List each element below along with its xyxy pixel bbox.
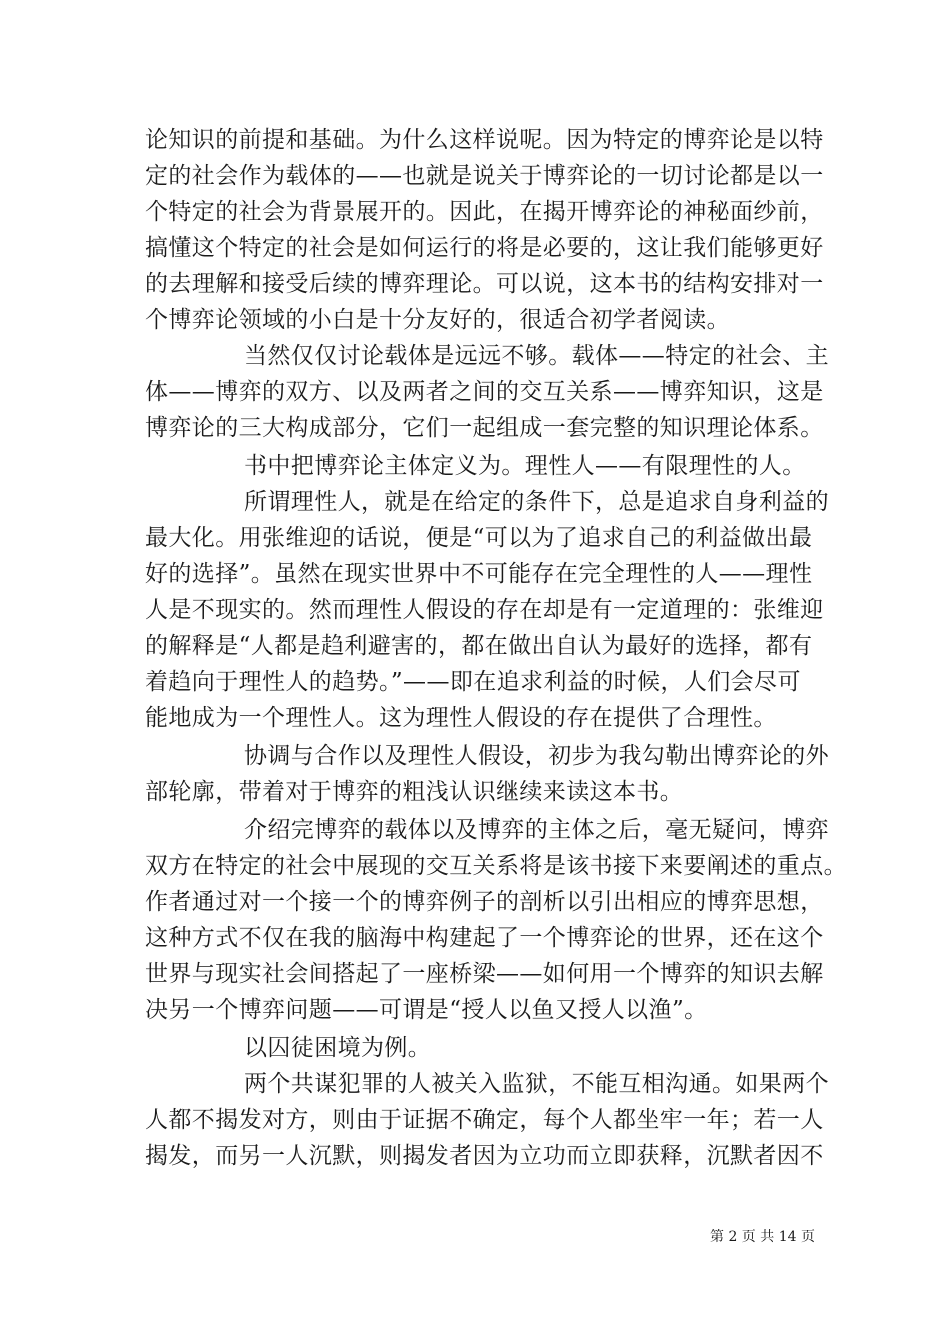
text-line: 个特定的社会为背景展开的。因此，在揭开博弈论的神秘面纱前， [145, 199, 824, 225]
paragraph-first-line: 书中把博弈论主体定义为。理性人——有限理性的人。 [244, 453, 806, 479]
text-line: 这种方式不仅在我的脑海中构建起了一个博弈论的世界，还在这个 [145, 925, 824, 951]
text-line: 双方在特定的社会中展现的交互关系将是该书接下来要阐述的重点。 [145, 853, 847, 879]
text-line: 最大化。用张维迎的话说，便是“可以为了追求自己的利益做出最 [145, 525, 813, 551]
text-line: 个博弈论领域的小白是十分友好的，很适合初学者阅读。 [145, 307, 730, 333]
text-line: 人是不现实的。然而理性人假设的存在却是有一定道理的：张维迎 [145, 597, 824, 623]
text-line: 的去理解和接受后续的博弈理论。可以说，这本书的结构安排对一 [145, 271, 824, 297]
text-line: 好的选择”。虽然在现实世界中不可能存在完全理性的人——理性 [145, 561, 813, 587]
page-number-footer: 第 2 页 共 14 页 [710, 1229, 815, 1245]
text-line: 作者通过对一个接一个的博弈例子的剖析以引出相应的博弈思想， [145, 889, 824, 915]
text-line: 决另一个博弈问题——可谓是“授人以鱼又授人以渔”。 [145, 997, 708, 1023]
text-line: 人都不揭发对方，则由于证据不确定，每个人都坐牢一年；若一人 [145, 1107, 824, 1133]
text-line: 论知识的前提和基础。为什么这样说呢。因为特定的博弈论是以特 [145, 127, 824, 153]
paragraph-first-line: 介绍完博弈的载体以及博弈的主体之后，毫无疑问，博弈 [244, 817, 829, 843]
text-line: 部轮廓，带着对于博弈的粗浅认识继续来读这本书。 [145, 779, 684, 805]
text-line: 世界与现实社会间搭起了一座桥梁——如何用一个博弈的知识去解 [145, 961, 824, 987]
text-line: 揭发，而另一人沉默，则揭发者因为立功而立即获释，沉默者因不 [145, 1143, 824, 1169]
paragraph-first-line: 以囚徒困境为例。 [244, 1035, 432, 1061]
text-line: 着趋向于理性人的趋势。”——即在追求利益的时候，人们会尽可 [145, 669, 801, 695]
paragraph-first-line: 协调与合作以及理性人假设，初步为我勾勒出博弈论的外 [244, 743, 829, 769]
paragraph-first-line: 所谓理性人，就是在给定的条件下，总是追求自身利益的 [244, 489, 829, 515]
text-line: 能地成为一个理性人。这为理性人假设的存在提供了合理性。 [145, 705, 777, 731]
text-line: 定的社会作为载体的——也就是说关于博弈论的一切讨论都是以一 [145, 163, 824, 189]
text-line: 体——博弈的双方、以及两者之间的交互关系——博弈知识，这是 [145, 379, 824, 405]
text-line: 搞懂这个特定的社会是如何运行的将是必要的，这让我们能够更好 [145, 235, 824, 261]
text-line: 博弈论的三大构成部分，它们一起组成一套完整的知识理论体系。 [145, 415, 824, 441]
text-line: 的解释是“人都是趋利避害的，都在做出自认为最好的选择，都有 [145, 633, 813, 659]
paragraph-first-line: 两个共谋犯罪的人被关入监狱，不能互相沟通。如果两个 [244, 1071, 829, 1097]
paragraph-first-line: 当然仅仅讨论载体是远远不够。载体——特定的社会、主 [244, 343, 829, 369]
